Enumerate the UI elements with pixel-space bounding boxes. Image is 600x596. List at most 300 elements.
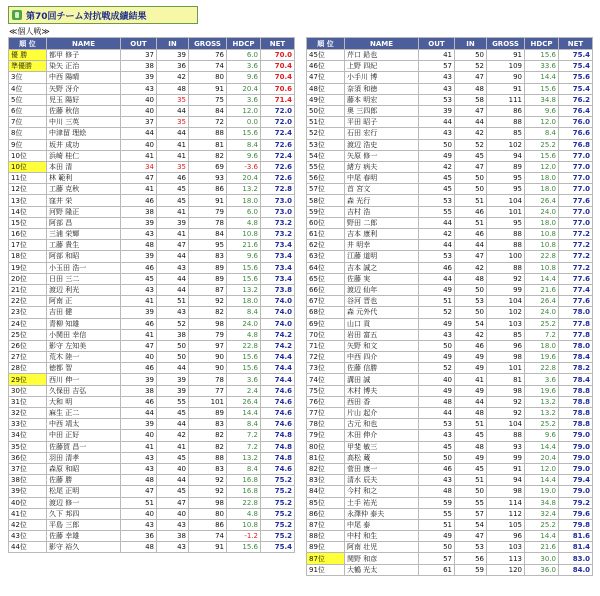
cell-gross: 78 — [189, 374, 227, 385]
cell-in: 40 — [157, 508, 189, 519]
table-row — [307, 385, 593, 396]
cell-net: 78.8 — [559, 419, 593, 430]
cell-name: 上野 四紀 — [345, 61, 419, 72]
table-row — [9, 273, 295, 284]
cell-in: 44 — [157, 105, 189, 116]
cell-net: 73.2 — [261, 217, 295, 228]
cell-hdcp: 24.0 — [525, 206, 559, 217]
cell-hdcp: 6.0 — [227, 206, 261, 217]
cell-out: 45 — [419, 173, 455, 184]
cell-gross: 104 — [487, 296, 525, 307]
cell-rank: 76位 — [307, 396, 345, 407]
cell-rank: 85位 — [307, 497, 345, 508]
cell-in: 42 — [455, 329, 487, 340]
cell-in: 39 — [157, 50, 189, 61]
cell-hdcp: 19.6 — [525, 385, 559, 396]
cell-hdcp: 14.4 — [227, 408, 261, 419]
cell-name: 吉村 浩 — [345, 206, 419, 217]
cell-in: 49 — [455, 363, 487, 374]
cell-in: 55 — [157, 396, 189, 407]
cell-rank: 63位 — [307, 251, 345, 262]
cell-net: 75.4 — [559, 61, 593, 72]
cell-rank: 27位 — [9, 352, 47, 363]
cell-net: 76.0 — [559, 117, 593, 128]
cell-gross: 77 — [189, 385, 227, 396]
cell-hdcp: 3.6 — [525, 374, 559, 385]
cell-gross: 98 — [487, 352, 525, 363]
cell-hdcp: 26.4 — [227, 396, 261, 407]
cell-name: 土手 祐光 — [345, 497, 419, 508]
cell-in: 50 — [455, 486, 487, 497]
table-row — [307, 352, 593, 363]
cell-in: 39 — [157, 374, 189, 385]
table-row — [9, 542, 295, 553]
cell-in: 51 — [455, 419, 487, 430]
cell-gross: 102 — [487, 139, 525, 150]
cell-out: 51 — [419, 296, 455, 307]
cell-hdcp: 7.2 — [227, 441, 261, 452]
cell-in: 47 — [455, 161, 487, 172]
cell-name: 奥 三四郎 — [345, 105, 419, 116]
cell-hdcp: 22.8 — [525, 363, 559, 374]
cell-in: 53 — [455, 542, 487, 553]
cell-name: 奈須 和徳 — [345, 83, 419, 94]
cell-out: 34 — [121, 161, 157, 172]
cell-hdcp: 24.0 — [227, 318, 261, 329]
cell-net: 81.6 — [559, 531, 593, 542]
table-row — [307, 475, 593, 486]
cell-out: 39 — [419, 105, 455, 116]
cell-hdcp: 15.6 — [227, 128, 261, 139]
cell-in: 54 — [455, 318, 487, 329]
cell-gross: 86 — [189, 184, 227, 195]
cell-gross: 101 — [487, 206, 525, 217]
header-gross: GROSS — [487, 38, 525, 50]
cell-in: 43 — [157, 307, 189, 318]
cell-rank: 41位 — [9, 508, 47, 519]
cell-name: 山口 貢 — [345, 318, 419, 329]
cell-hdcp: 9.6 — [525, 430, 559, 441]
cell-in: 45 — [157, 184, 189, 195]
cell-net: 72.6 — [261, 139, 295, 150]
cell-in: 47 — [157, 497, 189, 508]
cell-gross: 79 — [189, 329, 227, 340]
cell-rank: 65位 — [307, 273, 345, 284]
cell-in: 44 — [157, 475, 189, 486]
cell-net: 83.0 — [559, 553, 593, 564]
cell-name: 森 光行 — [345, 195, 419, 206]
section-label: ≪個人戦≫ — [9, 27, 50, 36]
cell-net: 79.0 — [559, 452, 593, 463]
cell-gross: 83 — [189, 419, 227, 430]
cell-in: 43 — [157, 519, 189, 530]
cell-net: 74.2 — [261, 340, 295, 351]
cell-name: 松尾 正明 — [47, 486, 121, 497]
cell-gross: 88 — [487, 117, 525, 128]
title-banner — [8, 6, 198, 24]
cell-out: 40 — [121, 139, 157, 150]
cell-in: 35 — [157, 117, 189, 128]
cell-gross: 85 — [487, 128, 525, 139]
cell-rank: 37位 — [9, 463, 47, 474]
cell-out: 38 — [121, 61, 157, 72]
cell-gross: 88 — [487, 229, 525, 240]
cell-gross: 96 — [487, 531, 525, 542]
cell-gross: 89 — [189, 408, 227, 419]
cell-out: 41 — [419, 50, 455, 61]
cell-net: 79.6 — [559, 508, 593, 519]
cell-net: 72.0 — [261, 105, 295, 116]
cell-hdcp: 21.6 — [525, 542, 559, 553]
cell-net: 77.2 — [559, 262, 593, 273]
cell-in: 52 — [455, 139, 487, 150]
cell-net: 70.0 — [261, 50, 295, 61]
table-row — [307, 217, 593, 228]
cell-out: 49 — [419, 318, 455, 329]
cell-gross: 88 — [487, 262, 525, 273]
table-row — [9, 195, 295, 206]
cell-net: 74.8 — [261, 452, 295, 463]
cell-in: 51 — [157, 296, 189, 307]
cell-name: 佐藤 幸雄 — [47, 531, 121, 542]
cell-out: 43 — [419, 475, 455, 486]
cell-in: 47 — [157, 240, 189, 251]
cell-rank: 75位 — [307, 385, 345, 396]
cell-name: 佐藤 秋信 — [47, 105, 121, 116]
cell-net: 73.4 — [261, 273, 295, 284]
cell-gross: 91 — [487, 50, 525, 61]
cell-out: 50 — [419, 452, 455, 463]
cell-in: 41 — [157, 139, 189, 150]
cell-gross: 82 — [189, 150, 227, 161]
cell-hdcp: 34.8 — [525, 94, 559, 105]
cell-net: 77.6 — [559, 195, 593, 206]
cell-rank: 23位 — [9, 307, 47, 318]
cell-hdcp: 15.6 — [525, 50, 559, 61]
cell-in: 50 — [157, 352, 189, 363]
cell-name: 佐藤 実 — [345, 273, 419, 284]
cell-rank: 15位 — [9, 217, 47, 228]
cell-out: 43 — [121, 519, 157, 530]
cell-gross: 92 — [189, 475, 227, 486]
cell-name: 甲斐 敏三 — [345, 441, 419, 452]
cell-name: 荒木 陸一 — [47, 352, 121, 363]
cell-rank: 4位 — [9, 83, 47, 94]
cell-out: 36 — [121, 531, 157, 542]
cell-out: 45 — [419, 184, 455, 195]
cell-name: 工藤 克秋 — [47, 184, 121, 195]
cell-out: 53 — [419, 251, 455, 262]
cell-in: 39 — [157, 217, 189, 228]
cell-in: 50 — [455, 307, 487, 318]
cell-net: 77.0 — [559, 161, 593, 172]
cell-hdcp: 10.8 — [525, 240, 559, 251]
cell-out: 48 — [419, 396, 455, 407]
cell-name: 高松 蔵 — [345, 452, 419, 463]
cell-hdcp: 0.0 — [227, 117, 261, 128]
cell-in: 41 — [157, 150, 189, 161]
cell-gross: 111 — [487, 94, 525, 105]
cell-hdcp: 25.2 — [525, 139, 559, 150]
header-rank: 順 位 — [307, 38, 345, 50]
cell-in: 38 — [157, 531, 189, 542]
cell-gross: 81 — [487, 374, 525, 385]
cell-rank: 57位 — [307, 184, 345, 195]
cell-rank: 55位 — [307, 161, 345, 172]
table-row — [9, 430, 295, 441]
cell-hdcp: 8.4 — [525, 128, 559, 139]
cell-out: 38 — [121, 385, 157, 396]
cell-rank: 48位 — [307, 83, 345, 94]
cell-hdcp: 18.0 — [525, 217, 559, 228]
cell-out: 43 — [121, 452, 157, 463]
cell-net: 77.4 — [559, 284, 593, 295]
cell-gross: 93 — [487, 441, 525, 452]
cell-in: 42 — [455, 262, 487, 273]
cell-rank: 71位 — [307, 340, 345, 351]
results-table-left — [8, 37, 295, 553]
cell-name: 阿南 壮児 — [345, 542, 419, 553]
cell-rank: 79位 — [307, 430, 345, 441]
cell-out: 45 — [121, 273, 157, 284]
cell-rank: 36位 — [9, 452, 47, 463]
cell-net: 74.4 — [261, 374, 295, 385]
cell-rank: 52位 — [307, 128, 345, 139]
cell-out: 44 — [419, 217, 455, 228]
cell-net: 74.6 — [261, 419, 295, 430]
cell-net: 70.4 — [261, 61, 295, 72]
cell-in: 55 — [455, 497, 487, 508]
cell-rank: 16位 — [9, 229, 47, 240]
cell-name: 芹口 鉛也 — [345, 50, 419, 61]
cell-net: 77.0 — [559, 217, 593, 228]
cell-rank: 10位 — [9, 150, 47, 161]
cell-hdcp: 4.8 — [227, 508, 261, 519]
cell-name: 小玉田 浩一 — [47, 262, 121, 273]
cell-name: 森 元外代 — [345, 307, 419, 318]
cell-name: 渡辺 仙年 — [345, 284, 419, 295]
table-row — [9, 139, 295, 150]
cell-net: 72.0 — [261, 117, 295, 128]
cell-rank: 46位 — [307, 61, 345, 72]
cell-out: 51 — [121, 497, 157, 508]
cell-name: 古元 和也 — [345, 419, 419, 430]
header-out: OUT — [419, 38, 455, 50]
cell-net: 77.8 — [559, 318, 593, 329]
cell-net: 76.6 — [559, 128, 593, 139]
cell-net: 79.8 — [559, 519, 593, 530]
cell-rank: 42位 — [9, 519, 47, 530]
cell-rank: 13位 — [9, 195, 47, 206]
header-name: NAME — [345, 38, 419, 50]
cell-in: 54 — [455, 519, 487, 530]
cell-name: 三浦 栄輝 — [47, 229, 121, 240]
cell-out: 40 — [121, 105, 157, 116]
cell-in: 46 — [455, 340, 487, 351]
cell-name: 首 宮文 — [345, 184, 419, 195]
cell-net: 78.8 — [559, 385, 593, 396]
cell-net: 77.2 — [559, 251, 593, 262]
cell-in: 50 — [455, 50, 487, 61]
cell-net: 75.2 — [261, 531, 295, 542]
cell-gross: 92 — [487, 396, 525, 407]
cell-hdcp: 12.0 — [525, 463, 559, 474]
cell-name: 工藤 貴生 — [47, 240, 121, 251]
table-row — [307, 262, 593, 273]
cell-name: 佐藤 信勝 — [345, 363, 419, 374]
table-row — [307, 72, 593, 83]
cell-in: 48 — [455, 441, 487, 452]
cell-out: 51 — [419, 519, 455, 530]
cell-gross: 84 — [189, 229, 227, 240]
table-row — [307, 195, 593, 206]
cell-name: 徳都 智 — [47, 363, 121, 374]
cell-net: 79.0 — [559, 441, 593, 452]
cell-hdcp: 13.2 — [227, 284, 261, 295]
cell-out: 40 — [121, 508, 157, 519]
cell-rank: 29位 — [9, 374, 47, 385]
cell-gross: 88 — [487, 430, 525, 441]
cell-out: 39 — [121, 307, 157, 318]
table-row — [307, 419, 593, 430]
cell-hdcp: 8.4 — [227, 139, 261, 150]
cell-gross: 82 — [189, 430, 227, 441]
cell-net: 77.0 — [559, 184, 593, 195]
table-row — [9, 340, 295, 351]
cell-out: 39 — [121, 419, 157, 430]
cell-out: 41 — [121, 150, 157, 161]
cell-in: 45 — [455, 430, 487, 441]
cell-hdcp: 9.6 — [525, 105, 559, 116]
cell-net: 74.2 — [261, 329, 295, 340]
cell-gross: 109 — [487, 61, 525, 72]
table-row — [9, 50, 295, 61]
table-row — [307, 105, 593, 116]
cell-in: 41 — [157, 206, 189, 217]
cell-rank: 54位 — [307, 150, 345, 161]
cell-gross: 82 — [189, 307, 227, 318]
cell-gross: 113 — [487, 553, 525, 564]
table-row — [9, 352, 295, 363]
cell-out: 47 — [121, 486, 157, 497]
cell-out: 46 — [121, 396, 157, 407]
cell-rank: 45位 — [307, 50, 345, 61]
cell-in: 49 — [455, 385, 487, 396]
cell-hdcp: 18.0 — [525, 173, 559, 184]
cell-net: 72.6 — [261, 161, 295, 172]
cell-name: 中田 正好 — [47, 430, 121, 441]
table-row — [9, 519, 295, 530]
cell-in: 47 — [455, 105, 487, 116]
table-row — [307, 61, 593, 72]
cell-gross: 80 — [189, 508, 227, 519]
table-row — [9, 83, 295, 94]
cell-in: 44 — [157, 284, 189, 295]
cell-net: 75.2 — [261, 519, 295, 530]
cell-gross: 74 — [189, 531, 227, 542]
table-row — [307, 117, 593, 128]
cell-hdcp: 12.0 — [525, 117, 559, 128]
cell-net: 72.8 — [261, 184, 295, 195]
cell-rank: 22位 — [9, 296, 47, 307]
cell-hdcp: 14.4 — [525, 441, 559, 452]
cell-in: 40 — [157, 463, 189, 474]
cell-gross: 89 — [189, 262, 227, 273]
cell-in: 50 — [157, 340, 189, 351]
cell-name: 矢野 冴介 — [47, 83, 121, 94]
cell-hdcp: 3.6 — [227, 94, 261, 105]
cell-in: 48 — [455, 273, 487, 284]
cell-out: 44 — [419, 117, 455, 128]
cell-gross: 103 — [487, 542, 525, 553]
cell-name: 河野 隆正 — [47, 206, 121, 217]
cell-rank: 準優勝 — [9, 61, 47, 72]
cell-in: 48 — [157, 83, 189, 94]
cell-rank: 69位 — [307, 318, 345, 329]
header-gross: GROSS — [189, 38, 227, 50]
cell-out: 46 — [419, 463, 455, 474]
table-header — [9, 38, 295, 50]
cell-name: 石田 宏行 — [345, 128, 419, 139]
cell-name: 久保田 吉弘 — [47, 385, 121, 396]
cell-hdcp: 21.6 — [227, 240, 261, 251]
cell-in: 36 — [157, 61, 189, 72]
cell-net: 78.4 — [559, 374, 593, 385]
cell-hdcp: 14.4 — [525, 531, 559, 542]
table-row — [307, 284, 593, 295]
table-row — [9, 452, 295, 463]
cell-hdcp: 15.6 — [227, 273, 261, 284]
cell-name: 中津留 理絵 — [47, 128, 121, 139]
cell-net: 77.0 — [559, 150, 593, 161]
cell-rank: 32位 — [9, 408, 47, 419]
cell-in: 48 — [455, 408, 487, 419]
cell-in: 42 — [455, 128, 487, 139]
cell-name: 染矢 正治 — [47, 61, 121, 72]
cell-rank: 82位 — [307, 463, 345, 474]
table-row — [307, 542, 593, 553]
cell-out: 43 — [121, 284, 157, 295]
cell-gross: 104 — [487, 419, 525, 430]
cell-in: 52 — [157, 318, 189, 329]
cell-name: 中西 四介 — [345, 352, 419, 363]
header-name: NAME — [47, 38, 121, 50]
cell-hdcp: 13.2 — [227, 452, 261, 463]
cell-hdcp: 25.2 — [525, 419, 559, 430]
cell-net: 73.0 — [261, 195, 295, 206]
cell-out: 47 — [121, 173, 157, 184]
cell-net: 77.2 — [559, 240, 593, 251]
cell-rank: 28位 — [9, 363, 47, 374]
cell-rank: 47位 — [307, 72, 345, 83]
table-row — [9, 251, 295, 262]
cell-net: 74.4 — [261, 352, 295, 363]
cell-in: 42 — [157, 72, 189, 83]
cell-name: 西田 香 — [345, 396, 419, 407]
cell-name: 大鶴 光太 — [345, 564, 419, 575]
cell-rank: 25位 — [9, 329, 47, 340]
page-title: 第70回チーム対抗戦成績結果 — [26, 11, 147, 22]
cell-hdcp: 19.6 — [525, 352, 559, 363]
cell-in: 45 — [157, 452, 189, 463]
cell-in: 53 — [455, 296, 487, 307]
cell-out: 49 — [419, 150, 455, 161]
cell-net: 84.0 — [559, 564, 593, 575]
cell-out: 40 — [121, 352, 157, 363]
table-row — [307, 318, 593, 329]
header-rank: 順 位 — [9, 38, 47, 50]
cell-out: 48 — [121, 240, 157, 251]
